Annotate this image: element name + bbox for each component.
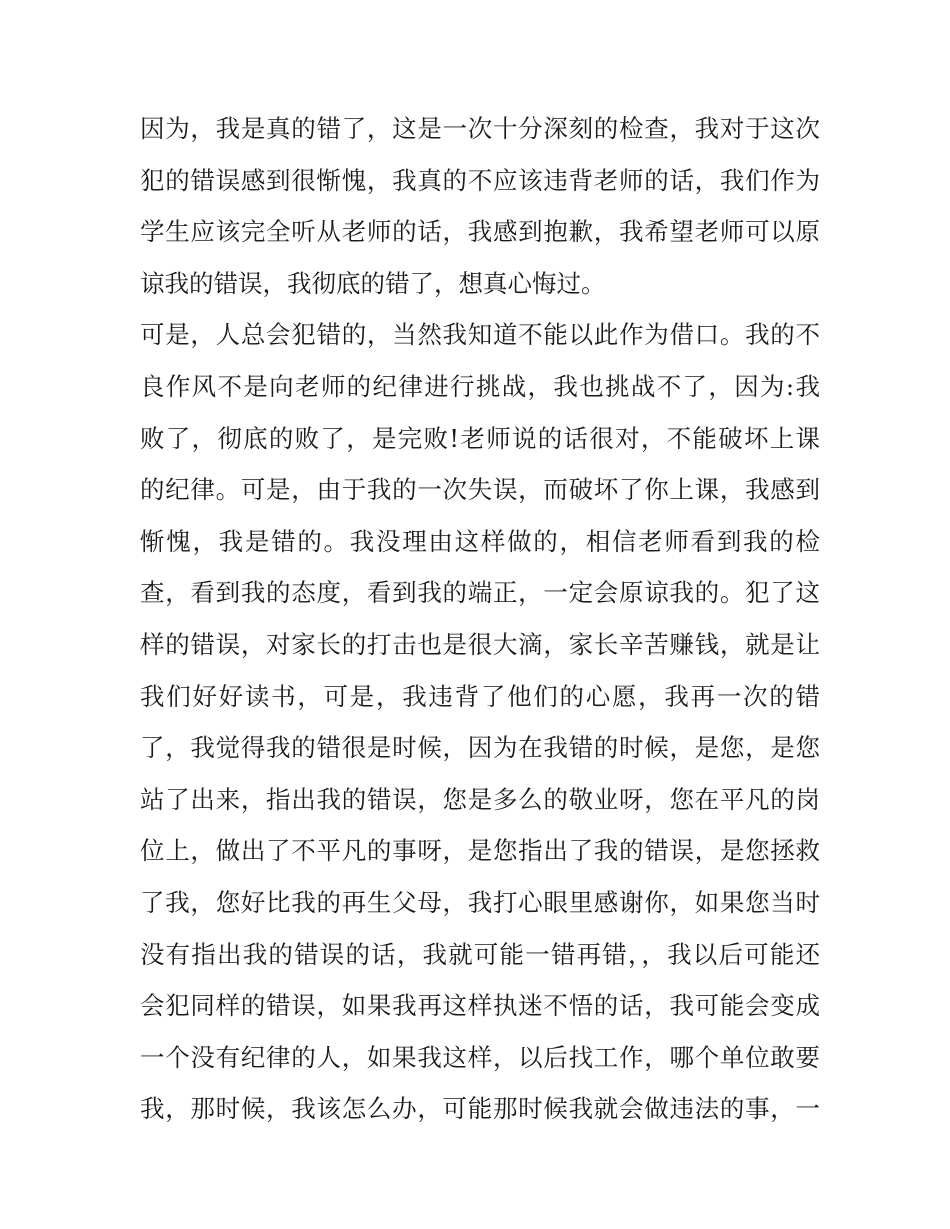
paragraph-1 [140, 103, 820, 309]
document-body [140, 103, 820, 1135]
text-line: 良作风不是向老师的纪律进行挑战，我也挑战不了，因为:我 [140, 371, 820, 401]
text-line: 学生应该完全听从老师的话，我感到抱歉，我希望老师可以原 [140, 217, 820, 247]
text-line: 站了出来，指出我的错误，您是多么的敬业呀，您在平凡的岗 [140, 784, 820, 814]
text-line: 可是，人总会犯错的，当然我知道不能以此作为借口。我的不 [140, 320, 820, 350]
paragraph-2 [140, 309, 820, 1135]
text-line: 败了，彻底的败了，是完败!老师说的话很对，不能破坏上课 [140, 423, 820, 453]
text-line: 犯的错误感到很惭愧，我真的不应该违背老师的话，我们作为 [140, 165, 820, 195]
text-line: 查，看到我的态度，看到我的端正，一定会原谅我的。犯了这 [140, 578, 820, 608]
text-line: 惭愧，我是错的。我没理由这样做的，相信老师看到我的检 [140, 526, 820, 556]
text-line: 了，我觉得我的错很是时候，因为在我错的时候，是您，是您 [140, 733, 820, 763]
text-line: 会犯同样的错误，如果我再这样执迷不悟的话，我可能会变成 [140, 991, 820, 1021]
text-line: 一个没有纪律的人，如果我这样，以后找工作，哪个单位敢要 [140, 1042, 820, 1072]
text-line: 我，那时候，我该怎么办，可能那时候我就会做违法的事，一 [140, 1094, 820, 1124]
text-line: 位上，做出了不平凡的事呀，是您指出了我的错误，是您拯救 [140, 836, 820, 866]
text-line: 了我，您好比我的再生父母，我打心眼里感谢你，如果您当时 [140, 887, 820, 917]
text-line: 谅我的错误，我彻底的错了，想真心悔过。 [140, 268, 606, 298]
text-line: 我们好好读书，可是，我违背了他们的心愿，我再一次的错 [140, 681, 820, 711]
text-line: 没有指出我的错误的话，我就可能一错再错，，我以后可能还 [140, 939, 820, 969]
text-line: 样的错误，对家长的打击也是很大滴，家长辛苦赚钱，就是让 [140, 629, 820, 659]
text-line: 因为，我是真的错了，这是一次十分深刻的检查，我对于这次 [140, 114, 820, 143]
text-line: 的纪律。可是，由于我的一次失误，而破坏了你上课，我感到 [140, 475, 820, 505]
